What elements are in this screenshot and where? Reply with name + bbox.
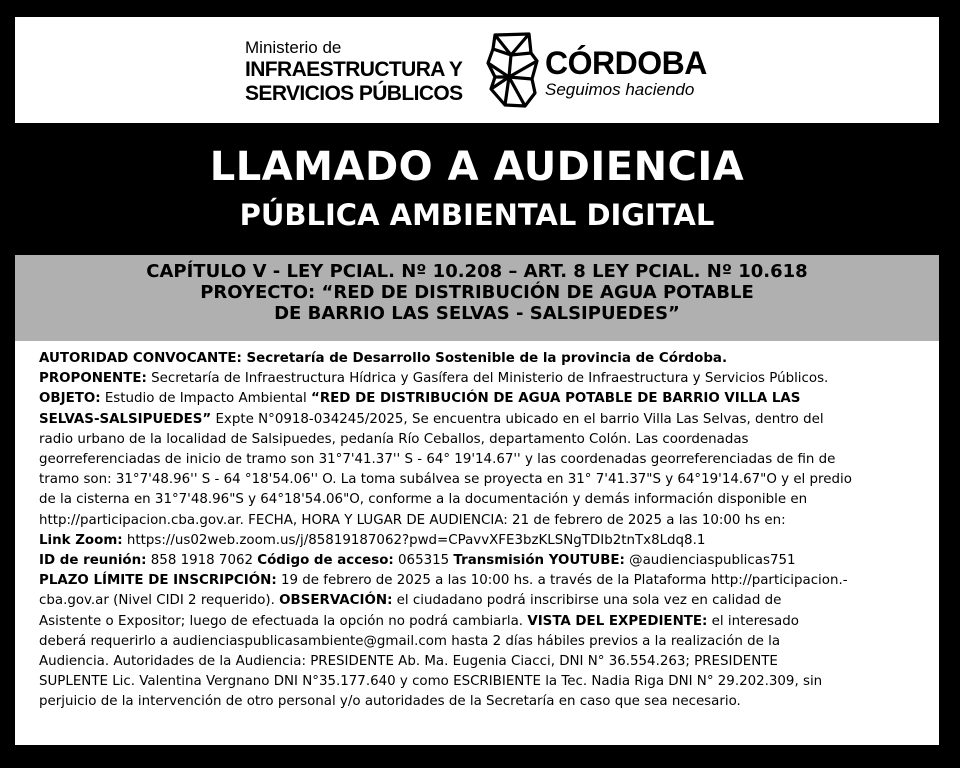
object-label: OBJETO: [39, 391, 101, 407]
title-line-1: LLAMADO A AUDIENCIA [209, 144, 745, 190]
observation-label: OBSERVACIÓN: [279, 593, 393, 609]
body-panel [15, 341, 939, 745]
file-view-label: VISTA DEL EXPEDIENTE: [527, 613, 708, 629]
meeting-id: 858 1918 7062 [146, 553, 258, 569]
object-project-name-end: SELVAS-SALSIPUEDES” [39, 411, 212, 427]
meeting-info-line [39, 551, 921, 571]
observation-text-cont: Asistente o Expositor; luego de efectuada la opción no podrá cambiarla. [39, 613, 528, 629]
object-project-name: “RED DE DISTRIBUCIÓN DE AGUA POTABLE DE BARRIO VILLA LAS [311, 391, 801, 407]
subtitle-line-2: PROYECTO: “RED DE DISTRIBUCIÓN DE AGUA POTABLE [200, 282, 754, 303]
ministry-line-3: SERVICIOS PÚBLICOS [245, 82, 463, 105]
ministry-line-2: INFRAESTRUCTURA Y [245, 58, 463, 81]
brand [545, 47, 707, 100]
body-line-16: Audiencia. Autoridades de la Audiencia: PRESIDENTE Ab. Ma. Eugenia Ciacci, DNI N° 36.554.263; PRESIDENTE [39, 654, 778, 670]
body-line-17: SUPLENTE Lic. Valentina Vergnano DNI N°35.177.640 y como ESCRIBIENTE la Tec. Nadia Riga DNI N° 29.202.309, sin [39, 674, 823, 690]
access-code-label: Código de acceso: [257, 553, 394, 569]
body-line-7: tramo son: 31°7'48.96'' S - 64 °18'54.06'' O. La toma subálvea se proyecta en 31° 7'41.37"S y 64°19'14.67"O y el predio [39, 472, 852, 488]
youtube-handle: @audienciaspublicas751 [624, 553, 796, 569]
subtitle-line-1: CAPÍTULO V - LEY PCIAL. Nº 10.208 – ART. 8 LEY PCIAL. Nº 10.618 [146, 261, 808, 282]
proponent-label: PROPONENTE: [39, 371, 147, 387]
brand-name: CÓRDOBA [545, 45, 707, 81]
subtitle-line-3: DE BARRIO LAS SELVAS - SALSIPUEDES” [274, 303, 680, 324]
body-line-18: perjuicio de la intervención de otro personal y/o autoridades de la Secretaría en caso que sea necesario. [39, 694, 741, 710]
ministry-name [245, 39, 463, 104]
subtitle-band [15, 255, 939, 341]
deadline-line [39, 571, 921, 591]
object-line-1 [39, 389, 921, 409]
observation-line [39, 591, 921, 611]
zoom-link-line [39, 531, 921, 551]
announcement [15, 17, 939, 745]
cordoba-map-logo-icon [485, 31, 539, 109]
convening-authority: AUTORIDAD CONVOCANTE: Secretaría de Desarrollo Sostenible de la provincia de Córdoba. [39, 351, 728, 366]
file-view-line [39, 612, 921, 632]
deadline-label: PLAZO LÍMITE DE INSCRIPCIÓN: [39, 573, 277, 589]
body-line-15: deberá requerirlo a audienciaspublicasambiente@gmail.com hasta 2 días hábiles previos a la realización de la [39, 633, 781, 649]
brand-slogan: Seguimos haciendo [545, 80, 695, 99]
meeting-id-label: ID de reunión: [39, 553, 147, 569]
zoom-link[interactable]: https://us02web.zoom.us/j/85819187062?pwd=CPavvXFE3bzKLSNgTDIb2tnTx8Ldq8.1 [122, 532, 706, 548]
observation-text: el ciudadano podrá inscribirse una sola vez en calidad de [392, 593, 782, 609]
title-line-2: PÚBLICA AMBIENTAL DIGITAL [239, 198, 715, 232]
proponent-text: Secretaría de Infraestructura Hídrica y Gasífera del Ministerio de Infraestructura y Servicios Públicos. [146, 371, 829, 387]
object-text: Estudio de Impacto Ambiental [100, 391, 312, 407]
file-view-text: el interesado [707, 613, 799, 629]
object-file-number: Expte N°0918-034245/2025, Se encuentra ubicado en el barrio Villa Las Selvas, dentro del [211, 411, 824, 427]
youtube-label: Transmisión YOUTUBE: [453, 553, 625, 569]
ministry-line-1: Ministerio de [245, 38, 342, 57]
zoom-link-label: Link Zoom: [39, 532, 123, 548]
body-text [39, 349, 921, 713]
header [15, 17, 939, 123]
object-line-2 [39, 410, 921, 430]
proponent [39, 369, 921, 389]
body-line-6: georreferenciadas de inicio de tramo son 31°7'41.37'' S - 64° 19'14.67'' y las coordenadas georreferenciadas de fin de [39, 452, 836, 468]
body-line-5: radio urbano de la localidad de Salsipuedes, pedanía Río Ceballos, departamento Colón. Las coordenadas [39, 431, 749, 447]
cidi-text: cba.gov.ar (Nivel CIDI 2 requerido). [39, 593, 280, 609]
deadline-text: 19 de febrero de 2025 a las 10:00 hs. a través de la Plataforma http://participacion.- [276, 573, 848, 589]
body-line-8: de la cisterna en 31°7'48.96"S y 64°18'54.06"O, conforme a la documentación y demás información disponible en [39, 492, 808, 508]
access-code: 065315 [393, 553, 454, 569]
body-line-9: http://participacion.cba.gov.ar. FECHA, HORA Y LUGAR DE AUDIENCIA: 21 de febrero de 2025 a las 10:00 hs en: [39, 512, 786, 528]
